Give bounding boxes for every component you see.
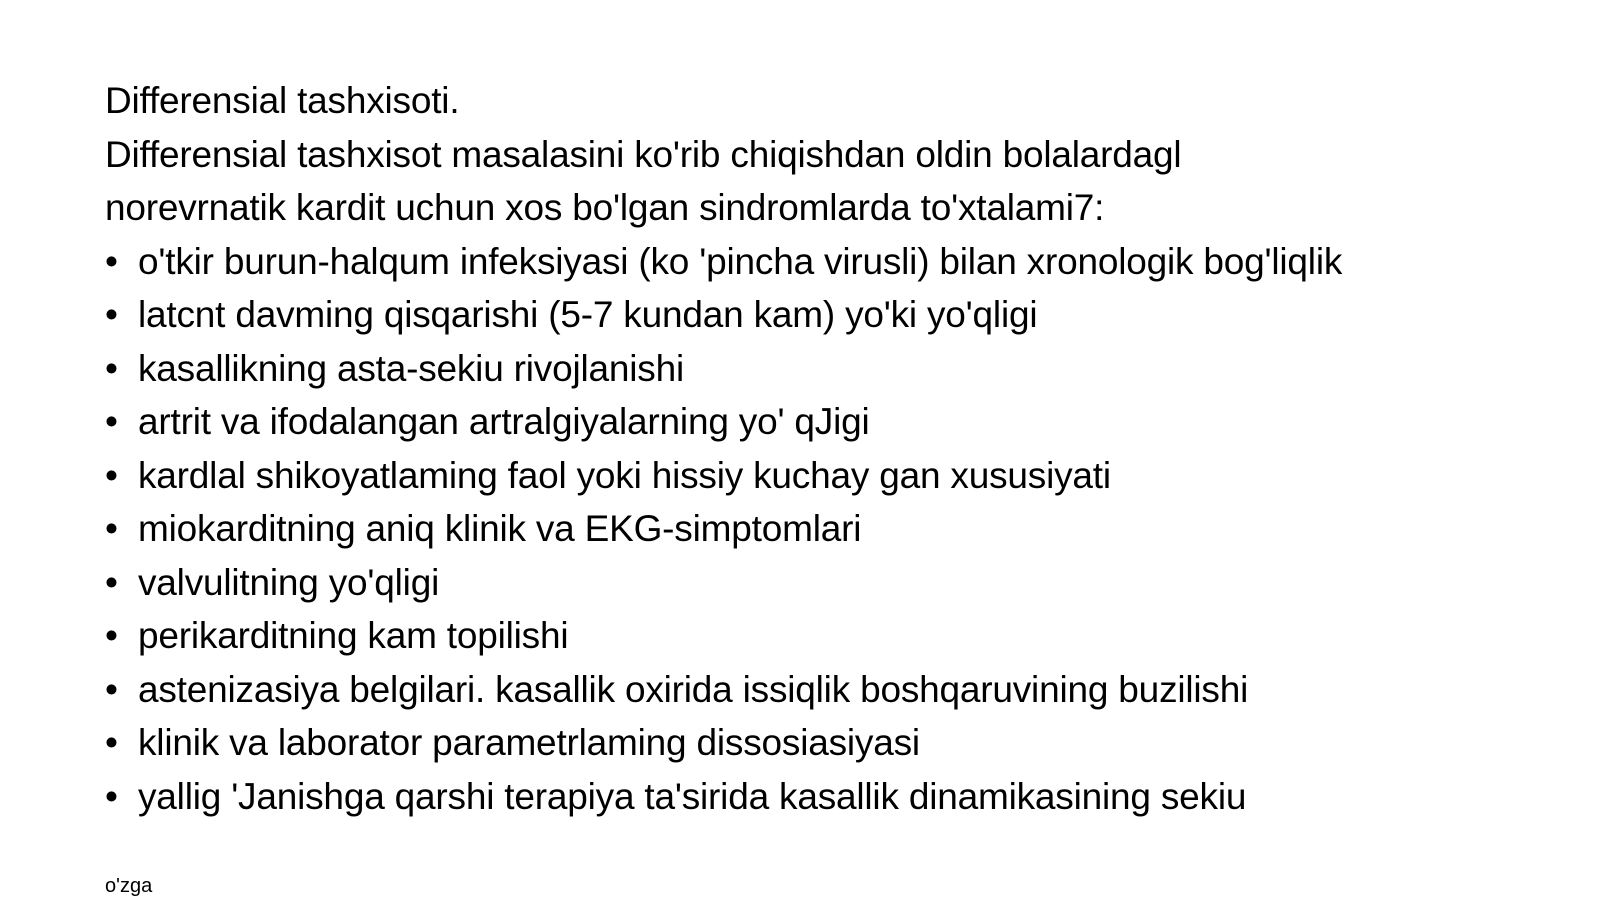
bullet-icon: • <box>105 294 118 335</box>
list-item <box>105 235 1525 289</box>
list-item-text: kasallikning asta-sekiu rivojlanishi <box>138 347 684 389</box>
list-item <box>105 449 1525 503</box>
bullet-icon: • <box>105 561 118 603</box>
list-item-text: perikarditning kam topilishi <box>138 615 569 656</box>
bullet-icon: • <box>105 240 118 282</box>
list-item <box>105 663 1525 717</box>
bullet-icon: • <box>105 722 118 763</box>
footer-note: o'zga <box>105 875 153 897</box>
list-item-text: miokarditning aniq klinik va EKG-simptomlari <box>138 508 862 549</box>
list-item <box>105 288 1525 342</box>
intro-line-1: Differensial tashxisot masalasini ko'rib chiqishdan oldin bolalardagl <box>105 133 1182 175</box>
list-item <box>105 609 1525 663</box>
list-item-text: valvulitning yo'qligi <box>138 561 440 603</box>
slide-content <box>105 74 1525 823</box>
list-item-text: astenizasiya belgilari. kasallik oxirida issiqlik boshqaruvining buzilishi <box>138 668 1249 710</box>
slide-heading: Differensial tashxisoti. <box>105 80 460 121</box>
intro-line-2: norevrnatik kardit uchun xos bo'lgan sindromlarda to'xtalami7: <box>105 187 1105 228</box>
bullet-icon: • <box>105 454 118 496</box>
list-item-text: o'tkir burun-halqum infeksiyasi (ko 'pincha virusli) bilan xronologik bog'liqlik <box>138 240 1343 282</box>
bullet-icon: • <box>105 401 118 442</box>
list-item <box>105 502 1525 556</box>
list-item <box>105 395 1525 449</box>
list-item <box>105 342 1525 396</box>
list-item-text: kardlal shikoyatlaming faol yoki hissiy kuchay gan xususiyati <box>138 454 1111 496</box>
bullet-icon: • <box>105 508 118 549</box>
list-item <box>105 716 1525 770</box>
list-item-text: latcnt davming qisqarishi (5-7 kundan kam) yo'ki yo'qligi <box>138 294 1038 335</box>
list-item-text: klinik va laborator parametrlaming dissosiasiyasi <box>138 722 920 763</box>
bullet-icon: • <box>105 347 118 389</box>
list-item <box>105 770 1525 824</box>
bullet-icon: • <box>105 775 118 817</box>
bullet-list <box>105 235 1525 824</box>
bullet-icon: • <box>105 615 118 656</box>
bullet-icon: • <box>105 668 118 710</box>
list-item-text: artrit va ifodalangan artralgiyalarning yo' qJigi <box>138 401 870 442</box>
list-item <box>105 556 1525 610</box>
list-item-text: yallig 'Janishga qarshi terapiya ta'sirida kasallik dinamikasining sekiu <box>138 775 1247 817</box>
